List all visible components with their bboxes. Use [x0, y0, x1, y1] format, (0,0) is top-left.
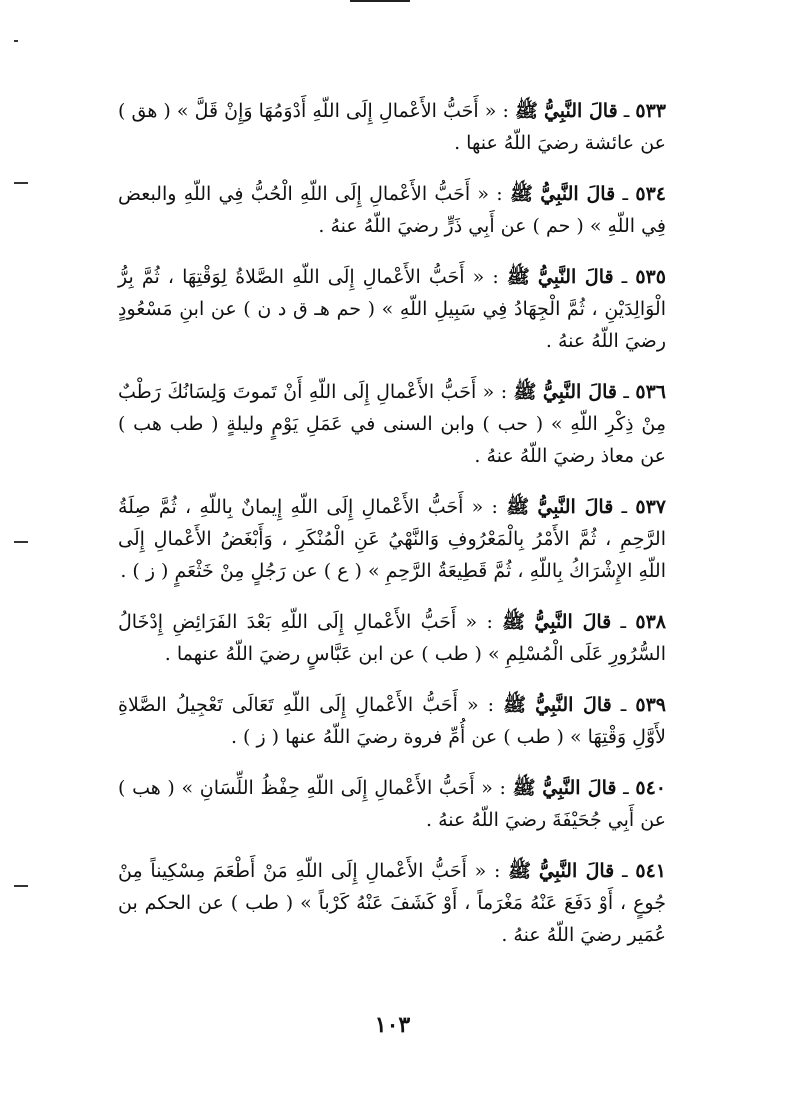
salutation-glyph: ﷺ: [508, 860, 532, 882]
hadith-intro: قالَ النَّبِيُّ: [537, 266, 614, 288]
margin-mark: [14, 541, 28, 543]
hadith-number: ٥٣٩: [635, 694, 666, 716]
hadith-text: : « أَحَبُّ الأَعْمالِ إِلَى اللّهِ أَنْ تَموتَ وَلِسَانُكَ رَطْبٌ مِنْ ذِكْرِ اللّهِ » ( حب ) وابن السنى في عَمَلِ يَوْمٍ وليلةٍ ( طب هب ) عن معاذ رضيَ اللّهُ عنهُ .: [118, 381, 666, 467]
hadith-intro: قالَ النَّبِيُّ: [542, 777, 617, 799]
margin-mark: [14, 885, 28, 887]
hadith-number: ٥٣٣: [635, 100, 667, 122]
salutation-glyph: ﷺ: [502, 611, 526, 633]
hadith-535: ٥٣٥ ـ قالَ النَّبِيُّ ﷺ : « أَحَبُّ الأَعْمالِ إِلَى اللّهِ الصَّلاةُ لِوَقْتِهَا ، ثُمَّ بِرُّ الْوَالِدَيْنِ ، ثُمَّ الْجِهَادُ فِي سَبِيلِ اللّهِ » ( حم هـ ق د ن ) عن ابنِ مَسْعُودٍ رضيَ اللّهُ عنهُ .: [118, 266, 666, 352]
hadith-text: : « أَحَبُّ الأَعْمالِ إِلَى اللّهِ بَعْدَ الفَرَائِضِ إِدْخَالُ السُّرُورِ عَلَى الْمُسْلِمِ » ( طب ) عن ابن عَبَّاسٍ رضيَ اللّهُ عنهما .: [118, 611, 666, 665]
hadith-number: ٥٣٦: [635, 381, 666, 403]
salutation-glyph: ﷺ: [512, 777, 536, 799]
hadith-540: ٥٤٠ ـ قالَ النَّبِيُّ ﷺ : « أَحَبُّ الأَعْمالِ إِلَى اللّهِ حِفْظُ اللِّسَانِ » ( هب ) عن أَبِي جُحَيْفَةَ رضيَ اللّهُ عنهُ .: [118, 777, 666, 831]
hadith-number: ٥٣٤: [635, 183, 666, 205]
hadith-text: : « أَحَبُّ الأَعْمالِ إِلَى اللّهِ أَدْوَمُهَا وَإِنْ قَلَّ » ( هق ) عن عائشة رضيَ اللّهُ عنها .: [118, 100, 666, 154]
margin-mark: [14, 182, 28, 184]
hadith-intro: قالَ النَّبِيُّ: [538, 860, 615, 882]
salutation-glyph: ﷺ: [503, 694, 527, 716]
hadith-number: ٥٤١: [635, 860, 666, 882]
margin-mark: [14, 40, 18, 42]
hadith-intro: قالَ النَّبِيُّ: [534, 611, 612, 633]
hadith-537: ٥٣٧ ـ قالَ النَّبِيُّ ﷺ : « أَحَبُّ الأَعْمالِ إِلَى اللّهِ إِيمانٌ بِاللّهِ ، ثُمَّ صِلَةُ الرَّحِمِ ، ثُمَّ الأَمْرُ بِالْمَعْرُوفِ وَالنَّهْيُ عَنِ الْمُنْكَرِ ، وَأَبْغَضُ الأَعْمالِ إِلَى اللّهِ الإِشْرَاكُ بِاللّهِ ، ثُمَّ قَطِيعَةُ الرَّحِمِ » ( ع ) عن رَجُلٍ مِنْ خَثْعَمٍ ( ز ) .: [118, 496, 666, 582]
hadith-text: : « أَحَبُّ الأَعْمالِ إِلَى اللّهِ تَعَالَى تَعْجِيلُ الصَّلاةِ لأَوَّلِ وَقْتِهَا » ( طب ) عن أُمِّ فروة رضيَ اللّهُ عنها ( ز ) .: [118, 694, 666, 748]
salutation-glyph: ﷺ: [506, 496, 530, 518]
hadith-text: : « أَحَبُّ الأَعْمالِ إِلَى اللّهِ حِفْظُ اللِّسَانِ » ( هب ) عن أَبِي جُحَيْفَةَ رضيَ اللّهُ عنهُ .: [118, 777, 666, 831]
hadith-intro: قالَ النَّبِيُّ: [540, 183, 616, 205]
page-number: ١٠٣: [374, 1012, 411, 1038]
hadith-intro: قالَ النَّبِيُّ: [537, 496, 614, 518]
top-rule: [350, 0, 410, 2]
hadith-intro: قالَ النَّبِيُّ: [542, 381, 617, 403]
hadith-intro: قالَ النَّبِيُّ: [535, 694, 612, 716]
hadith-number: ٥٤٠: [635, 777, 666, 799]
hadith-538: ٥٣٨ ـ قالَ النَّبِيُّ ﷺ : « أَحَبُّ الأَعْمالِ إِلَى اللّهِ بَعْدَ الفَرَائِضِ إِدْخَالُ السُّرُورِ عَلَى الْمُسْلِمِ » ( طب ) عن ابن عَبَّاسٍ رضيَ اللّهُ عنهما .: [118, 611, 667, 665]
hadith-text: : « أَحَبُّ الأَعْمالِ إِلَى اللّهِ مَنْ أَطْعَمَ مِسْكِيناً مِنْ جُوعٍ ، أَوْ دَفَعَ عَنْهُ مَغْرَماً ، أَوْ كَشَفَ عَنْهُ كَرْباً » ( طب ) عن الحكم بن عُمَير رضيَ اللّهُ عنهُ .: [118, 860, 666, 946]
salutation-glyph: ﷺ: [506, 266, 530, 288]
hadith-536: ٥٣٦ ـ قالَ النَّبِيُّ ﷺ : « أَحَبُّ الأَعْمالِ إِلَى اللّهِ أَنْ تَموتَ وَلِسَانُكَ رَطْبٌ مِنْ ذِكْرِ اللّهِ » ( حب ) وابن السنى في عَمَلِ يَوْمٍ وليلةٍ ( طب هب ) عن معاذ رضيَ اللّهُ عنهُ .: [118, 381, 666, 467]
salutation-glyph: ﷺ: [513, 381, 537, 403]
hadith-text: : « أَحَبُّ الأَعْمالِ إِلَى اللّهِ الْحُبُّ فِي اللّهِ والبعض فِي اللّهِ » ( حم ) عن أَبِي ذَرٍّ رضيَ اللّهُ عنهُ .: [118, 183, 666, 237]
hadith-539: ٥٣٩ ـ قالَ النَّبِيُّ ﷺ : « أَحَبُّ الأَعْمالِ إِلَى اللّهِ تَعَالَى تَعْجِيلُ الصَّلاةِ لأَوَّلِ وَقْتِهَا » ( طب ) عن أُمِّ فروة رضيَ اللّهُ عنها ( ز ) .: [118, 694, 666, 748]
hadith-541: ٥٤١ ـ قالَ النَّبِيُّ ﷺ : « أَحَبُّ الأَعْمالِ إِلَى اللّهِ مَنْ أَطْعَمَ مِسْكِيناً مِنْ جُوعٍ ، أَوْ دَفَعَ عَنْهُ مَغْرَماً ، أَوْ كَشَفَ عَنْهُ كَرْباً » ( طب ) عن الحكم بن عُمَير رضيَ اللّهُ عنهُ .: [118, 860, 666, 946]
hadith-text: : « أَحَبُّ الأَعْمالِ إِلَى اللّهِ الصَّلاةُ لِوَقْتِهَا ، ثُمَّ بِرُّ الْوَالِدَيْنِ ، ثُمَّ الْجِهَادُ فِي سَبِيلِ اللّهِ » ( حم هـ ق د ن ) عن ابنِ مَسْعُودٍ رضيَ اللّهُ عنهُ .: [118, 266, 666, 352]
hadith-intro: قالَ النَّبِيُّ: [543, 100, 618, 122]
hadith-534: ٥٣٤ ـ قالَ النَّبِيُّ ﷺ : « أَحَبُّ الأَعْمالِ إِلَى اللّهِ الْحُبُّ فِي اللّهِ والبعض فِي اللّهِ » ( حم ) عن أَبِي ذَرٍّ رضيَ اللّهُ عنهُ .: [118, 183, 666, 237]
hadith-number: ٥٣٥: [635, 266, 666, 288]
hadith-text: : « أَحَبُّ الأَعْمالِ إِلَى اللّهِ إِيمانٌ بِاللّهِ ، ثُمَّ صِلَةُ الرَّحِمِ ، ثُمَّ الأَمْرُ بِالْمَعْرُوفِ وَالنَّهْيُ عَنِ الْمُنْكَرِ ، وَأَبْغَضُ الأَعْمالِ إِلَى اللّهِ الإِشْرَاكُ بِاللّهِ ، ثُمَّ قَطِيعَةُ الرَّحِمِ » ( ع ) عن رَجُلٍ مِنْ خَثْعَمٍ ( ز ) .: [118, 496, 666, 582]
hadith-number: ٥٣٨: [635, 611, 667, 633]
salutation-glyph: ﷺ: [514, 100, 538, 122]
salutation-glyph: ﷺ: [510, 183, 533, 205]
hadith-number: ٥٣٧: [635, 496, 666, 518]
hadith-533: ٥٣٣ ـ قالَ النَّبِيُّ ﷺ : « أَحَبُّ الأَعْمالِ إِلَى اللّهِ أَدْوَمُهَا وَإِنْ قَلَّ » ( هق ) عن عائشة رضيَ اللّهُ عنها .: [118, 100, 667, 154]
hadith-list: [118, 95, 666, 970]
